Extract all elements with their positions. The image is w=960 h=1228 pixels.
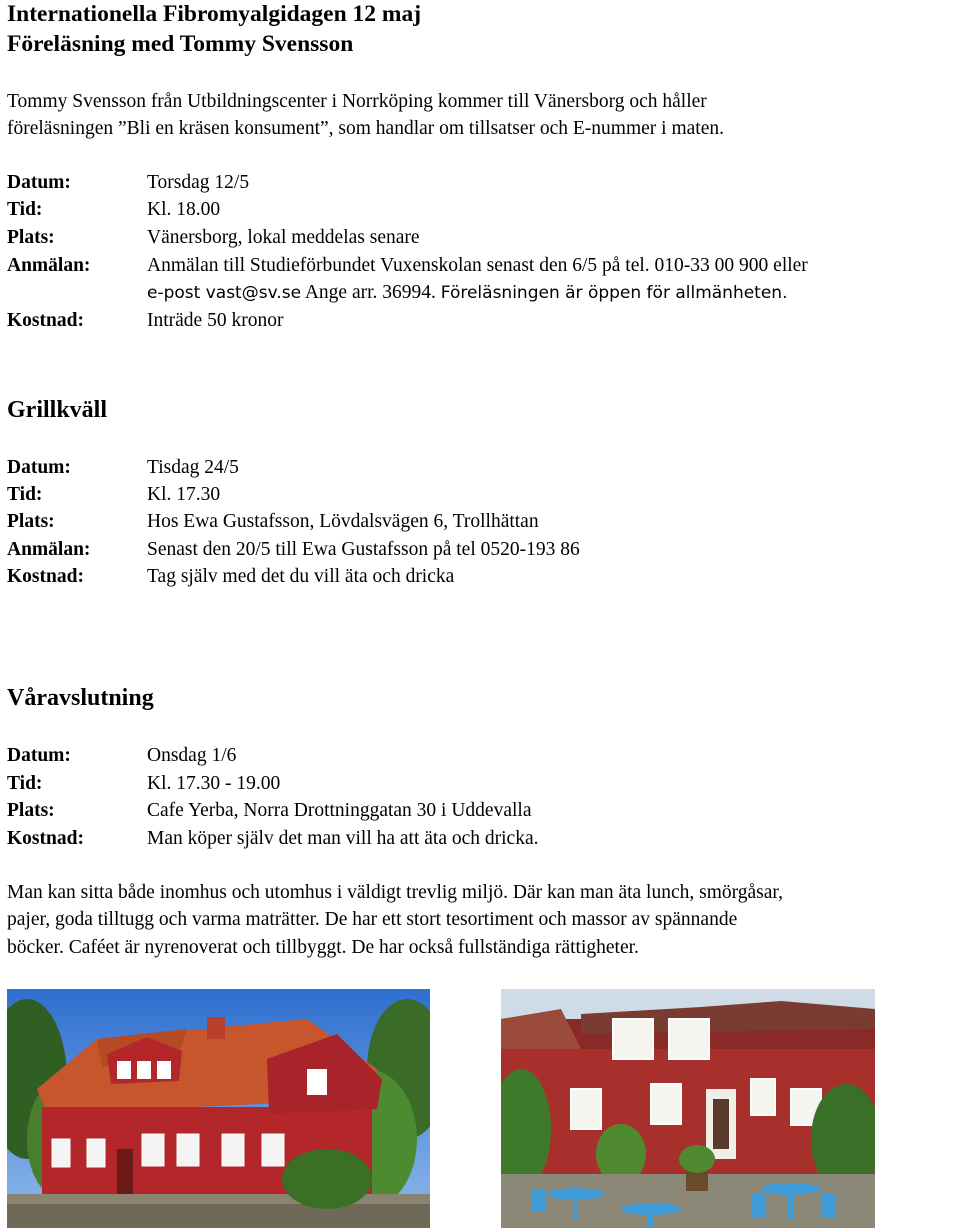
- event1-intro-line2: föreläsningen ”Bli en kräsen konsument”, som handlar om tillsatser och E-nummer i maten.: [7, 118, 724, 140]
- plats-value: Vänersborg, lokal meddelas senare: [147, 227, 420, 248]
- photo-cafe-courtyard: [501, 989, 875, 1228]
- kostnad-label: Kostnad:: [7, 310, 84, 331]
- anmalan-value: Senast den 20/5 till Ewa Gustafsson på tel 0520-193 86: [147, 539, 580, 560]
- datum-value: Tisdag 24/5: [147, 457, 239, 478]
- arr-number: Ange arr. 36994.: [304, 282, 436, 303]
- email-link[interactable]: e-post vast@sv.se: [147, 283, 302, 303]
- kostnad-value: Man köper själv det man vill ha att äta och dricka.: [147, 828, 539, 849]
- event1-title-line2: Föreläsning med Tommy Svensson: [7, 31, 354, 57]
- plats-value: Hos Ewa Gustafsson, Lövdalsvägen 6, Trollhättan: [147, 511, 539, 532]
- event3-title: Våravslutning: [7, 685, 154, 711]
- open-to-public-note: Föreläsningen är öppen för allmänheten.: [440, 283, 788, 303]
- event3-description-line2: pajer, goda tilltugg och varma maträtter. De har ett stort tesortiment och massor av spännande: [7, 909, 738, 931]
- tid-value: Kl. 18.00: [147, 199, 221, 220]
- anmalan-value-line2: [147, 279, 788, 308]
- event1-intro-line1: Tommy Svensson från Utbildningscenter i Norrköping kommer till Vänersborg och håller: [7, 91, 707, 112]
- photo-cafe-house-exterior: [7, 989, 430, 1228]
- event3-description-line1: Man kan sitta både inomhus och utomhus i väldigt trevlig miljö. Där kan man äta lunch, smörgåsar,: [7, 882, 784, 903]
- event1-intro: [7, 88, 960, 143]
- datum-value: Onsdag 1/6: [147, 745, 237, 766]
- event1-title-line1: Internationella Fibromyalgidagen 12 maj: [7, 1, 422, 27]
- tid-label: Tid:: [7, 773, 43, 794]
- event3-description: [7, 879, 960, 961]
- kostnad-value: Inträde 50 kronor: [147, 310, 284, 331]
- event2-title: Grillkväll: [7, 397, 108, 423]
- anmalan-value-line1: Anmälan till Studieförbundet Vuxenskolan senast den 6/5 på tel. 010-33 00 900 eller: [147, 255, 808, 276]
- datum-value: Torsdag 12/5: [147, 172, 250, 193]
- datum-label: Datum:: [7, 745, 71, 766]
- tid-label: Tid:: [7, 484, 43, 505]
- kostnad-label: Kostnad:: [7, 828, 84, 849]
- tid-value: Kl. 17.30 - 19.00: [147, 773, 281, 794]
- datum-label: Datum:: [7, 457, 71, 478]
- kostnad-value: Tag själv med det du vill äta och dricka: [147, 566, 455, 587]
- tid-label: Tid:: [7, 199, 43, 220]
- plats-label: Plats:: [7, 800, 55, 821]
- plats-value: Cafe Yerba, Norra Drottninggatan 30 i Uddevalla: [147, 800, 532, 821]
- datum-label: Datum:: [7, 172, 71, 193]
- tid-value: Kl. 17.30: [147, 484, 221, 505]
- anmalan-label: Anmälan:: [7, 539, 91, 560]
- plats-label: Plats:: [7, 511, 55, 532]
- event3-description-line3: böcker. Caféet är nyrenoverat och tillbyggt. De har också fullständiga rättigheter.: [7, 936, 639, 958]
- anmalan-label: Anmälan:: [7, 255, 91, 276]
- kostnad-label: Kostnad:: [7, 566, 84, 587]
- plats-label: Plats:: [7, 227, 55, 248]
